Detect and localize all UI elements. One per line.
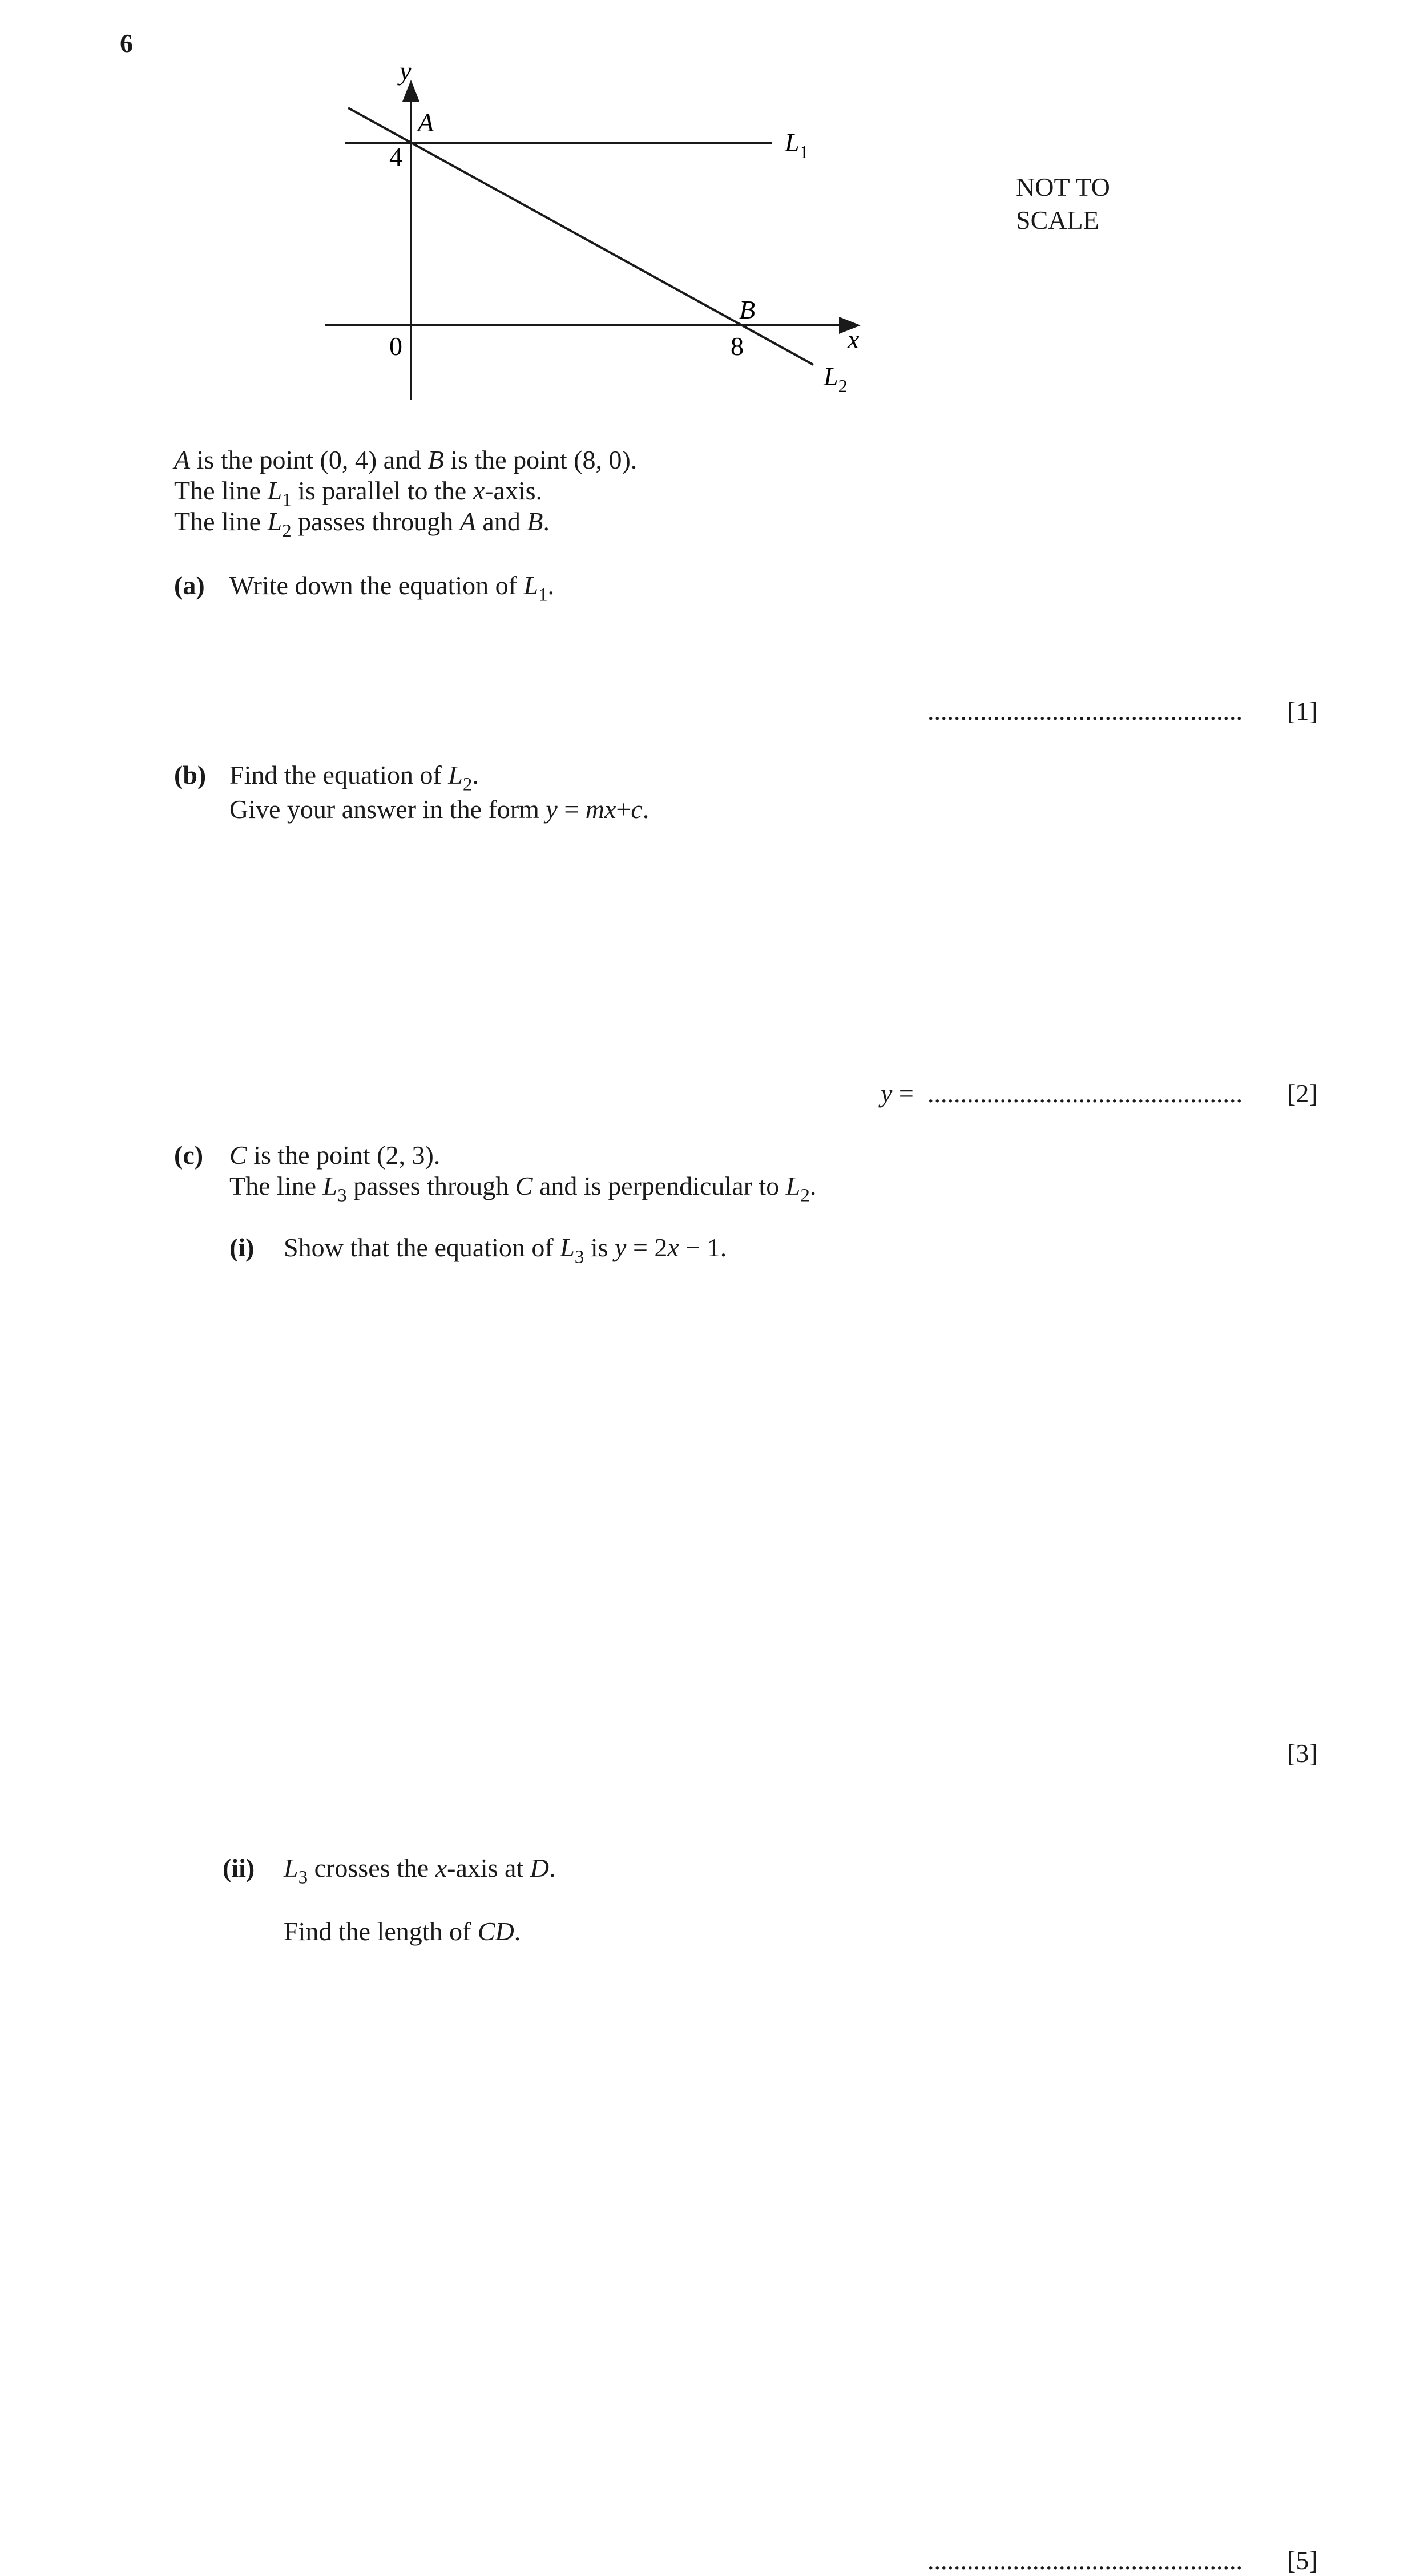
part-c-ii-marks: [5] <box>1287 2546 1318 2575</box>
part-c-ii-answer-line[interactable]: ................................................ <box>927 2546 1242 2575</box>
y-tick-label: 4 <box>389 142 402 171</box>
part-b-marks: [2] <box>1287 1079 1318 1108</box>
part-c-ii-line-1: $L_3$ crosses the x-axis at D. <box>284 1853 556 1888</box>
part-a-question: Write down the equation of $L_1$. <box>229 571 555 606</box>
intro-line-3: The line $L_2$ passes through A and B. <box>174 507 550 542</box>
part-a-label: (a) <box>174 571 205 600</box>
intro-line-1: A is the point (0, 4) and B is the point (8, 0). <box>174 445 638 474</box>
x-tick-label: 8 <box>731 332 744 361</box>
intro-line-2: The line $L_1$ is parallel to the x-axis. <box>174 476 543 511</box>
part-b-answer-prefix: y = <box>881 1079 914 1108</box>
point-a-label: A <box>418 108 434 137</box>
part-a-marks: [1] <box>1287 696 1318 725</box>
part-c-i-question: Show that the equation of $L_3$ is y = 2x − 1. <box>284 1233 727 1268</box>
part-b-answer-line[interactable]: ................................................ <box>927 1079 1242 1108</box>
part-c-label: (c) <box>174 1140 204 1170</box>
line-l2-label: $L_2$ <box>824 362 848 396</box>
part-b-question-line-2: Give your answer in the form y = mx+c. <box>229 795 649 824</box>
question-number: 6 <box>120 29 133 58</box>
part-b-question-line-1: Find the equation of $L_2$. <box>229 760 479 795</box>
part-c-i-marks: [3] <box>1287 1739 1318 1768</box>
part-c-line-2: The line $L_3$ passes through C and is perpendicular to $L_2$. <box>229 1171 817 1206</box>
not-to-scale-line-2: SCALE <box>1016 205 1099 235</box>
part-a-answer-line[interactable]: ................................................ <box>927 696 1242 725</box>
point-b-label: B <box>739 295 756 324</box>
part-c-ii-label: (ii) <box>223 1853 255 1882</box>
origin-label: 0 <box>389 332 402 361</box>
y-axis-label: y <box>400 57 412 86</box>
part-b-label: (b) <box>174 760 207 789</box>
coordinate-diagram <box>308 57 936 457</box>
part-c-line-1: C is the point (2, 3). <box>229 1140 441 1170</box>
line-l1-label: $L_1$ <box>785 128 809 162</box>
part-c-ii-line-2: Find the length of CD. <box>284 1917 521 1946</box>
part-c-i-label: (i) <box>229 1233 255 1262</box>
x-axis-label: x <box>848 325 860 354</box>
not-to-scale-line-1: NOT TO <box>1016 172 1110 201</box>
